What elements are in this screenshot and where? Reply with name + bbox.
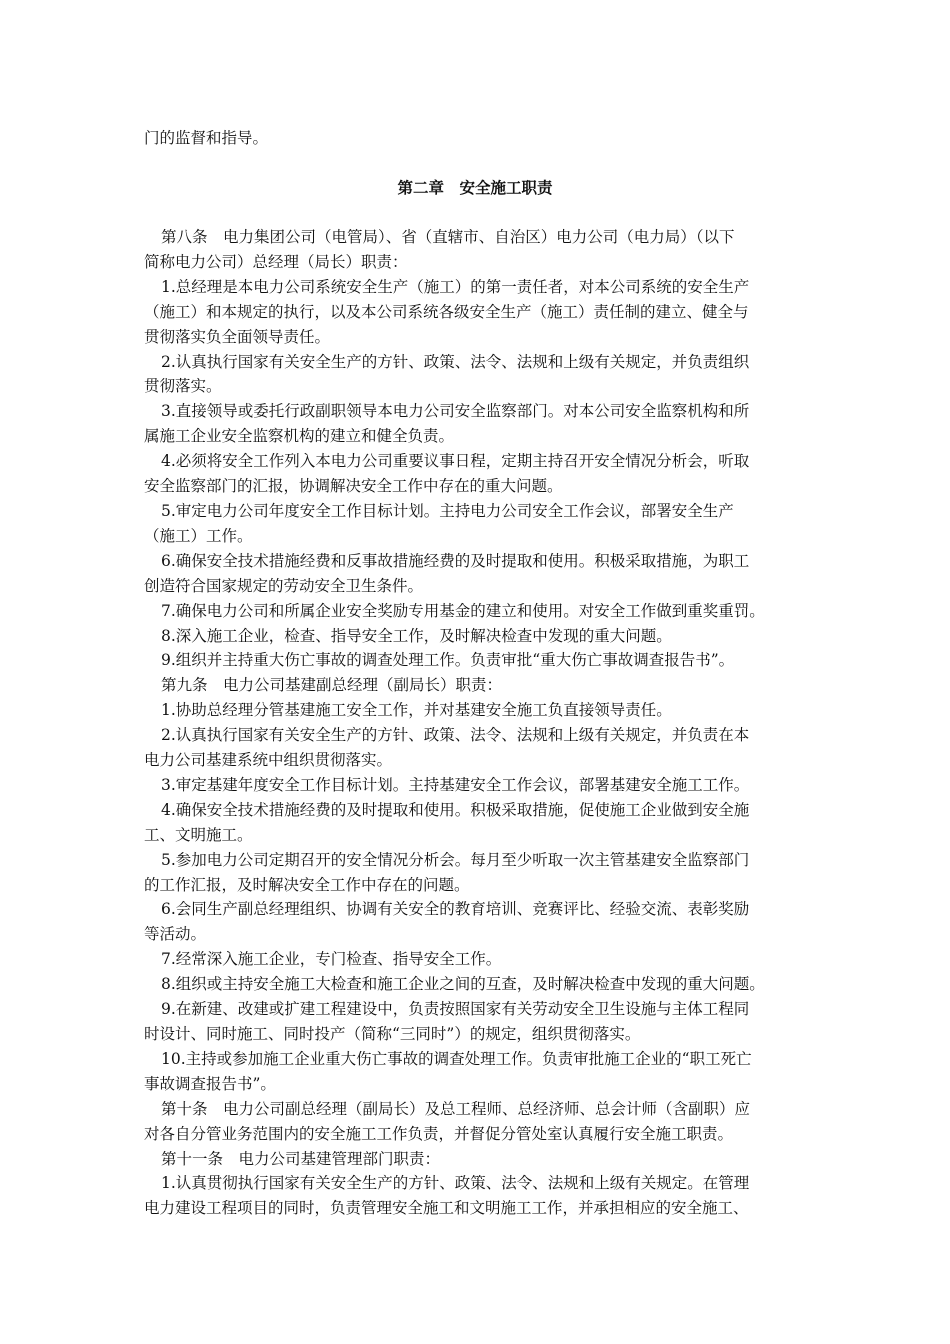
text-line: 3.审定基建年度安全工作目标计划。主持基建安全工作会议，部署基建安全施工工作。 <box>161 775 750 794</box>
paragraph <box>144 275 800 350</box>
text-line: 第十一条 电力公司基建管理部门职责： <box>161 1149 441 1168</box>
text-line: 的工作汇报，及时解决安全工作中存在的问题。 <box>144 875 470 894</box>
text-line: 2.认真执行国家有关安全生产的方针、政策、法令、法规和上级有关规定，并负责组织 <box>161 352 750 371</box>
paragraph <box>144 648 800 673</box>
paragraph <box>144 1097 800 1147</box>
paragraph <box>144 1147 800 1172</box>
text-line: 安全监察部门的汇报，协调解决安全工作中存在的重大问题。 <box>144 477 563 496</box>
paragraph <box>144 350 800 400</box>
text-line: 10.主持或参加施工企业重大伤亡事故的调查处理工作。负责审批施工企业的“职工死亡 <box>161 1049 752 1068</box>
paragraph <box>144 399 800 449</box>
text-line: 工、文明施工。 <box>144 825 253 844</box>
text-line: （施工）和本规定的执行，以及本公司系统各级安全生产（施工）责任制的建立、健全与 <box>144 302 749 321</box>
text-line: 5.参加电力公司定期召开的安全情况分析会。每月至少听取一次主管基建安全监察部门 <box>161 850 750 869</box>
paragraph <box>144 449 800 499</box>
text-line: 第九条 电力公司基建副总经理（副局长）职责： <box>161 676 503 695</box>
text-line: 4.必须将安全工作列入本电力公司重要议事日程，定期主持召开安全情况分析会，听取 <box>161 452 750 471</box>
text-line: 6.确保安全技术措施经费和反事故措施经费的及时提取和使用。积极采取措施，为职工 <box>161 551 750 570</box>
text-line: 8.组织或主持安全施工大检查和施工企业之间的互查，及时解决检查中发现的重大问题。 <box>161 975 765 994</box>
text-line: 电力建设工程项目的同时，负责管理安全施工和文明施工工作，并承担相应的安全施工、 <box>144 1199 749 1218</box>
paragraph <box>144 798 800 848</box>
text-line: 电力公司基建系统中组织贯彻落实。 <box>144 751 393 770</box>
paragraph <box>144 897 800 947</box>
continuation-text: 门的监督和指导。 <box>144 129 269 147</box>
text-line: 第十条 电力公司副总经理（副局长）及总工程师、总经济师、总会计师（含副职）应 <box>161 1099 751 1118</box>
paragraph <box>144 499 800 549</box>
paragraph <box>144 599 800 624</box>
paragraph <box>144 947 800 972</box>
paragraph <box>144 848 800 898</box>
text-line: 5.审定电力公司年度安全工作目标计划。主持电力公司安全工作会议，部署安全生产 <box>161 501 734 520</box>
text-line: 时设计、同时施工、同时投产（简称“三同时”）的规定，组织贯彻落实。 <box>144 1025 641 1043</box>
text-line: 第八条 电力集团公司（电管局）、省（直辖市、自治区）电力公司（电力局）（以下 <box>161 228 735 246</box>
chapter-title: 第二章 安全施工职责 <box>397 178 553 197</box>
text-line: 简称电力公司）总经理（局长）职责： <box>144 252 408 271</box>
body-text <box>144 225 800 1221</box>
text-line: 4.确保安全技术措施经费的及时提取和使用。积极采取措施，促使施工企业做到安全施 <box>161 800 750 819</box>
paragraph <box>144 972 800 997</box>
text-line: 6.会同生产副总经理组织、协调有关安全的教育培训、竞赛评比、经验交流、表彰奖励 <box>161 900 750 919</box>
text-line: 对各自分管业务范围内的安全施工工作负责，并督促分管处室认真履行安全施工职责。 <box>144 1124 734 1143</box>
text-line: 9.在新建、改建或扩建工程建设中，负责按照国家有关劳动安全卫生设施与主体工程同 <box>161 1000 750 1019</box>
paragraph <box>144 549 800 599</box>
text-line: 1.协助总经理分管基建施工安全工作，并对基建安全施工负直接领导责任。 <box>161 701 672 720</box>
paragraph <box>144 673 800 698</box>
text-line: 1.总经理是本电力公司系统安全生产（施工）的第一责任者，对本公司系统的安全生产 <box>161 277 750 296</box>
paragraph <box>144 997 800 1047</box>
text-line: 8.深入施工企业，检查、指导安全工作，及时解决检查中发现的重大问题。 <box>161 626 672 645</box>
paragraph <box>144 225 800 275</box>
text-line: 等活动。 <box>144 925 207 944</box>
text-line: 贯彻落实。 <box>144 377 222 396</box>
paragraph <box>144 773 800 798</box>
text-line: 7.经常深入施工企业，专门检查、指导安全工作。 <box>161 950 502 969</box>
text-line: 9.组织并主持重大伤亡事故的调查处理工作。负责审批“重大伤亡事故调查报告书”。 <box>161 651 735 670</box>
text-line: 1.认真贯彻执行国家有关安全生产的方针、政策、法令、法规和上级有关规定。在管理 <box>161 1174 750 1193</box>
text-line: （施工）工作。 <box>144 526 253 545</box>
paragraph <box>144 1047 800 1097</box>
text-line: 贯彻落实负全面领导责任。 <box>144 327 331 346</box>
text-line: 2.认真执行国家有关安全生产的方针、政策、法令、法规和上级有关规定，并负责在本 <box>161 726 750 745</box>
text-line: 属施工企业安全监察机构的建立和健全负责。 <box>144 427 455 446</box>
paragraph <box>144 698 800 723</box>
paragraph <box>144 723 800 773</box>
text-line: 7.确保电力公司和所属企业安全奖励专用基金的建立和使用。对安全工作做到重奖重罚。 <box>161 601 765 620</box>
paragraph <box>144 624 800 649</box>
text-line: 创造符合国家规定的劳动安全卫生条件。 <box>144 576 424 595</box>
paragraph <box>144 1171 800 1221</box>
text-line: 3.直接领导或委托行政副职领导本电力公司安全监察部门。对本公司安全监察机构和所 <box>161 402 750 421</box>
text-line: 事故调查报告书”。 <box>144 1074 276 1093</box>
